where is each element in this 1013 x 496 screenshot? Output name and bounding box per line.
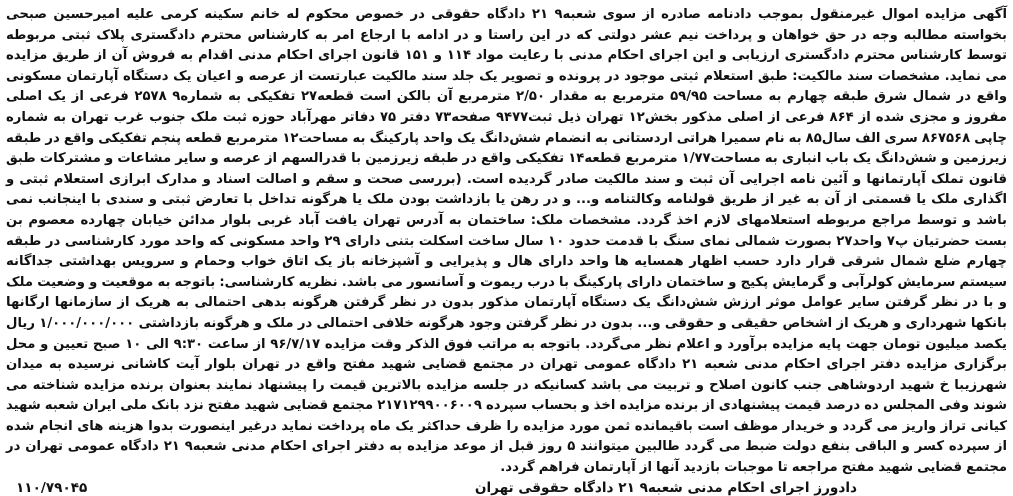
signature-line: دادورز اجرای احکام مدنی شعبه۹ ۲۱ دادگاه حقوقی تهران xyxy=(474,479,857,496)
notice-body-text: آگهی مزایده اموال غیرمنقول بموجب دادنامه صادره از سوی شعبه۹ ۲۱ دادگاه حقوقی در خصوص محکوم له خانم سکینه کرمی علیه امیرحسین صبحی بخواسته مطالبه وجه در حق خواهان و پرداخت نیم عشر دولتی که در این راستا و در ادامه با ارجاع امر به کارشناس محترم دادگستری پلاک ثبتی مربوطه توسط کارشناس محترم دادگستری ارزیابی و این اجرای احکام مدنی با رعایت مواد ۱۱۴ و ۱۵۱ قانون اجرای احکام مدنی اقدام به فروش آن از طریق مزایده می نماید. مشخصات سند مالکیت: طبق استعلام ثبتی موجود در پرونده و تصویر یک جلد سند مالکیت عبارتست از عرصه و اعیان یک دستگاه آپارتمان مسکونی واقع در شمال شرق طبقه چهارم به مساحت ۵۹/۹۵ مترمربع به مقدار ۲/۵۰ مترمربع آن بالکن است قطعه۲۷ تفکیکی به شماره۹ ۲۵۷۸ فرعی از یک اصلی مفروز و مجزی شده از ۸۶۴ فرعی از اصلی مذکور بخش۱۲ تهران ذیل ثبت۹۴۷۷ صفحه۷۳ دفتر ۷۵ دفاتر مهرآباد حوزه ثبت ملک جنوب غرب تهران به شماره چاپی ۸۶۷۵۶۸ سری الف سال۸۵ به نام سمیرا هراتی اردستانی به انضمام شش‌دانگ یک واحد پارکینگ به مساحت۱۲ مترمربع قطعه پنجم تفکیکی واقع در طبقه زیرزمین و شش‌دانگ یک باب انباری به مساحت۱/۷۷ مترمربع قطعه۱۴ تفکیکی واقع در طبقه زیرزمین با قدرالسهم از عرصه و سایر مشاعات و مشترکات طبق قانون تملک آپارتمانها و آئین نامه اجرایی آن ثبت و سند مالکیت صادر گردیده است. (بررسی صحت و سقم و اصالت اسناد و مدارک ابرازی استعلام ثبتی و اگذاری ملک یا قسمتی از آن به غیر از طریق قولنامه وکالتنامه و... و در رهن یا بازداشت بودن ملک یا هرگونه تداخل با تعارض ثبتی و سندی با اینجانب نمی باشد و توسط مراجع مربوطه استعلامهای لازم اخذ گردد. مشخصات ملک: ساختمان به آدرس تهران یافت آباد غربی بلوار مدائن خیابان چهارده معصوم بن بست حضرتیان پ۷ واحد۲۷ بصورت شمالی نمای سنگ با قدمت حدود ۱۰ سال ساخت اسکلت بتنی دارای ۲۹ واحد مسکونی که واحد مورد کارشناسی در طبقه چهارم ضلع شمال شرقی قرار دارد حسب اظهار همسایه ها واحد دارای هال و پذیرایی و آشپزخانه باز یک اتاق خواب وحمام و سرویس بهداشتی جداگانه سیستم سرمایش کولرآبی و گرمایش پکیج و ساختمان دارای پارکینگ با درب ریموت و آسانسور می باشد. نظریه کارشناسی: باتوجه به موقعیت و وضعیت ملک و با در نظر گرفتن سایر عوامل موثر ارزش شش‌دانگ یک دستگاه آپارتمان مذکور بدون در نظر گرفتن هرگونه بدهی احتمالی به هریک از سازمانها ارگانها بانکها شهرداری و هریک از اشخاص حقیقی و حقوقی و... بدون در نظر گرفتن وجود هرگونه خلافی احتمالی در ملک و هرگونه بازداشتی ۱/۰۰۰/۰۰۰/۰۰۰ ریال یکصد میلیون تومان جهت پایه مزایده برآورد و اعلام نظر می‌گردد. باتوجه به مراتب فوق الذکر وقت مزایده ۹۶/۷/۱۷ از ساعت ۹:۳۰ الی ۱۰ صبح تعیین و محل برگزاری مزایده دفتر اجرای احکام مدنی شعبه ۲۱ دادگاه عمومی تهران در مجتمع قضایی شهید مفتح واقع در تهران بلوار آیت کاشانی نرسیده به میدان شهرزیبا خ شهید اردوشاهی جنب کانون اصلاح و تربیت می باشد کسانیکه در جلسه مزایده بالاترین قیمت را پیشنهاد نمایند بعنوان برنده مزایده شناخته می شوند وفی المجلس ده درصد قیمت پیشنهادی از برنده مزایده اخذ و بحساب سپرده ۲۱۷۱۲۹۹۰۰۶۰۰۹ مجتمع قضایی شهید مفتح نزد بانک ملی ایران شعبه شهید کیانی تراز واریز می گردد و خریدار موظف است باقیمانده ثمن مورد مزایده را ظرف حداکثر یک ماه پرداخت نماید درغیر اینصورت بدوا هزینه های انجام شده از سپرده کسر و الباقی بنفع دولت ضبط می گردد طالبین میتوانند ۵ روز قبل از موعد مزایده به دفتر اجرای احکام مدنی شعبه۹ ۲۱ دادگاه عمومی تهران در مجتمع قضایی شهید مفتح مراجعه تا موجبات بازدید آنها از آپارتمان فراهم گردد. xyxy=(6,7,1008,476)
notice-code: ۱۱۰/۷۹۰۴۵ xyxy=(16,479,88,496)
notice-footer xyxy=(6,480,1007,496)
